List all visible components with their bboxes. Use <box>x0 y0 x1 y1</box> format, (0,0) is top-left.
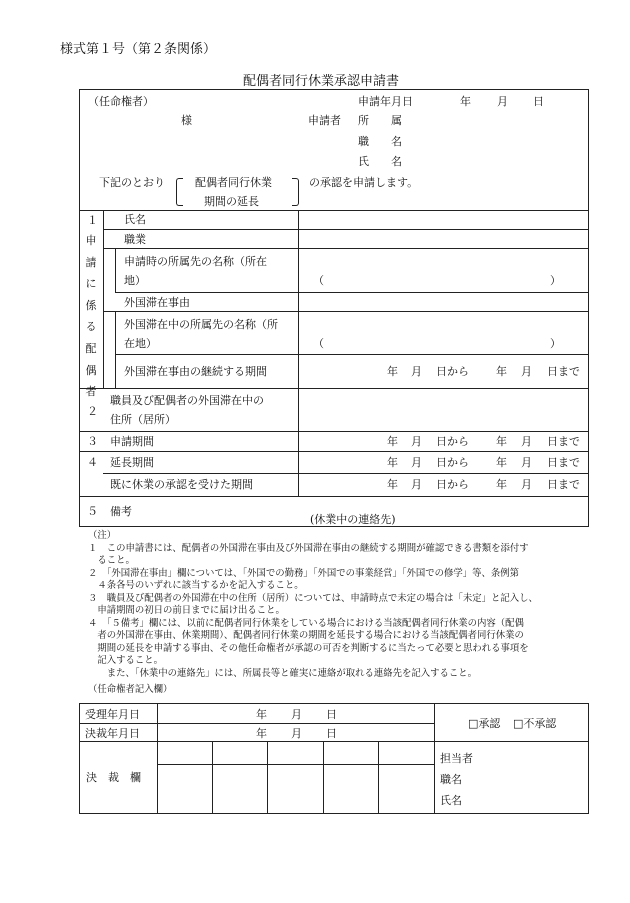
section1-vertical-label: 申 請 に 係 る 配 偶 者 <box>85 234 97 399</box>
affiliation-open-paren: （ <box>313 274 324 287</box>
application-date-label: 申請年月日 <box>358 95 413 108</box>
appointer-label: （任命権者） <box>88 95 154 108</box>
reject-checkbox[interactable]: □不承認 <box>513 717 557 730</box>
statement-prefix: 下記のとおり <box>99 176 165 189</box>
applicant-label: 申請者 <box>308 114 341 127</box>
address-label: 職員及び配偶者の外国滞在中の <box>110 394 264 407</box>
note-line: ２ 「外国滞在事由」欄については、「外国での勤務」「外国での事業経営」「外国での修学」等、条例第 <box>88 568 520 579</box>
day-unit: 日 <box>533 95 544 108</box>
person-name-label: 氏名 <box>440 794 462 807</box>
spouse-name-label: 氏名 <box>124 213 146 226</box>
leave-contact-label: (休業中の連絡先) <box>310 513 396 526</box>
section3-number: ３ <box>87 435 98 448</box>
affiliation-name-label: 申請時の所属先の名称（所在 <box>124 255 267 268</box>
foreign-affiliation-close-paren: ） <box>550 337 561 350</box>
received-date-label: 受理年月日 <box>85 708 140 721</box>
section4-number: ４ <box>87 456 98 469</box>
note-line: ３ 職員及び配偶者の外国滞在中の住所（居所）については、申請時点で未定の場合は「未定」と記入し、 <box>88 593 538 604</box>
note-line: 者の外国滞在事由、休業期間）、配偶者同行休業の期間を延長する場合における当該配偶者同行休業の <box>88 630 524 641</box>
statement-suffix: の承認を申請します。 <box>309 176 419 189</box>
continuation-period-label: 外国滞在事由の継続する期間 <box>124 365 267 378</box>
section1-number: １ <box>87 214 98 227</box>
foreign-affiliation-label-cont: 在地） <box>124 337 157 350</box>
extension-period-label: 延長期間 <box>110 456 154 469</box>
affiliation-close-paren: ） <box>550 274 561 287</box>
note-line: また、「休業中の連絡先」には、所属長等と確実に連絡が取れる連絡先を記入すること。 <box>88 668 478 679</box>
note-line: ること。 <box>88 555 135 566</box>
note-line: 期間の延長を申請する事由、その他任命権者が承認の可否を判断するに当たって必要と思われる事項を <box>88 643 529 654</box>
remarks-label: 備考 <box>110 505 132 518</box>
person-in-charge-label: 担当者 <box>440 752 473 765</box>
page-title: 配偶者同行休業承認申請書 <box>243 74 400 89</box>
decision-date-label: 決裁年月日 <box>85 727 140 740</box>
bracket-right <box>292 178 299 206</box>
approve-checkbox[interactable]: □承認 <box>468 717 501 730</box>
section2-number: ２ <box>87 405 98 418</box>
form-number: 様式第１号（第２条関係） <box>60 42 217 57</box>
note-line: 申請期間の初日の前日までに届け出ること。 <box>88 605 285 616</box>
appointer-section-heading: （任命権者記入欄） <box>88 684 173 695</box>
affiliation-label: 所 属 <box>358 114 402 127</box>
affiliation-name-label-cont: 地） <box>124 274 146 287</box>
application-period-label: 申請期間 <box>110 435 154 448</box>
section5-number: ５ <box>87 505 98 518</box>
approval-column-label: 決 裁 欄 <box>86 771 141 784</box>
job-title-label: 職 名 <box>358 135 402 148</box>
approved-period-label: 既に休業の承認を受けた期間 <box>110 478 253 491</box>
option-companion-leave: 配偶者同行休業 <box>195 176 272 189</box>
year-unit: 年 <box>460 95 471 108</box>
spouse-occupation-label: 職業 <box>124 233 146 246</box>
month-unit: 月 <box>497 95 508 108</box>
note-line: １ この申請書には、配偶者の外国滞在事由及び外国滞在事由の継続する期間が確認できる書類を添付す <box>88 543 529 554</box>
bracket-left <box>176 178 183 206</box>
foreign-stay-reason-label: 外国滞在事由 <box>124 296 190 309</box>
note-line: 記入すること。 <box>88 655 164 666</box>
foreign-affiliation-label: 外国滞在中の所属先の名称（所 <box>124 318 278 331</box>
note-line: ４条各号のいずれに該当するかを記入すること。 <box>88 580 304 591</box>
option-period-extension: 期間の延長 <box>204 195 259 208</box>
note-line: ４ 「５備考」欄には、以前に配偶者同行休業をしている場合における当該配偶者同行休業の内容（配偶 <box>88 618 524 629</box>
notes-heading: （注） <box>88 530 117 541</box>
foreign-affiliation-open-paren: （ <box>313 337 324 350</box>
name-label: 氏 名 <box>358 155 402 168</box>
address-label-cont: 住所（居所） <box>110 413 176 426</box>
person-job-label: 職名 <box>440 773 462 786</box>
sama-label: 様 <box>181 114 192 127</box>
